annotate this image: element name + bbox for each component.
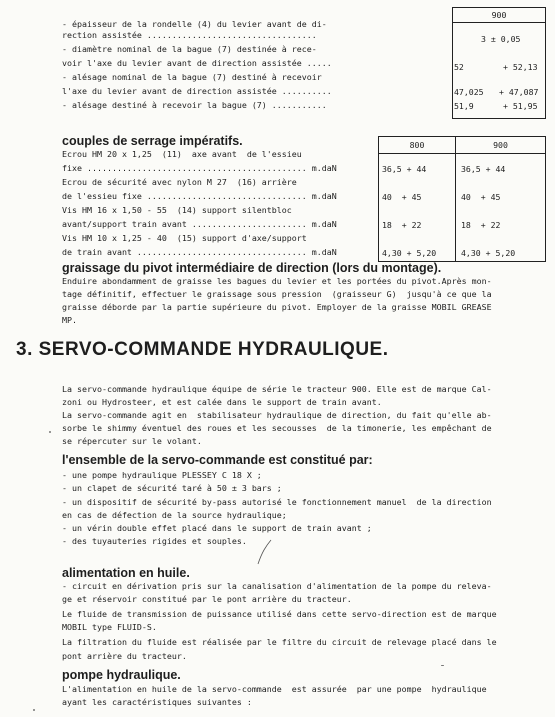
pen-mark — [252, 538, 274, 566]
table-cell: 36,5 + 44 — [382, 164, 427, 174]
spec-line: - diamètre nominal de la bague (7) destinée à rece- — [62, 44, 317, 54]
table-cell: 36,5 + 44 — [461, 164, 506, 174]
spec-line: - alésage nominal de la bague (7) destiné à recevoir — [62, 72, 322, 82]
section-title: 3. SERVO-COMMANDE HYDRAULIQUE. — [16, 339, 389, 360]
pump-line: ayant les caractéristiques suivantes : — [62, 697, 252, 707]
oil-supply-line: pont arrière du tracteur. — [62, 651, 187, 661]
table-cell: 40 + 45 — [461, 192, 501, 202]
table-cell: + 51,95 — [503, 101, 538, 111]
table-header-900: 900 — [493, 140, 508, 150]
pump-line: L'alimentation en huile de la servo-commande est assurée par une pompe hydraulique — [62, 684, 487, 694]
torque-row-line: de train avant .................................. m.daN — [62, 247, 337, 257]
table-cell: 47,025 — [454, 87, 484, 97]
table-cell: 51,9 — [454, 101, 474, 111]
oil-supply-line: MOBIL type FLUID-S. — [62, 622, 157, 632]
scan-speck — [49, 431, 51, 433]
table-cell: 18 + 22 — [382, 220, 422, 230]
list-item: - un clapet de sécurité taré à 50 ± 3 bars ; — [62, 483, 282, 493]
greasing-line: graisse déborde par la partie supérieure du pivot. Employer de la graisse MOBIL GREASE — [62, 302, 492, 312]
table-cell: 4,30 + 5,20 — [382, 248, 437, 258]
oil-supply-line: - circuit en dérivation pris sur la canalisation d'alimentation de la pompe du releva- — [62, 581, 492, 591]
spec-line: voir l'axe du levier avant de direction assistée ..... — [62, 58, 332, 68]
oil-supply-heading: alimentation en huile. — [62, 566, 190, 580]
spec-line: - alésage destiné à recevoir la bague (7) ........... — [62, 100, 327, 110]
table-cell: 3 ± 0,05 — [481, 34, 521, 44]
table-header-divider — [379, 153, 545, 154]
list-item: en cas de défection de la source hydraulique; — [62, 510, 287, 520]
assembly-heading: l'ensemble de la servo-commande est constitué par: — [62, 453, 373, 467]
table-cell: 52 — [454, 62, 464, 72]
greasing-line: Enduire abondamment de graisse les bagues du levier et les portées du pivot.Après mon- — [62, 276, 492, 286]
table-cell: 40 + 45 — [382, 192, 422, 202]
list-item: - un dispositif de sécurité by-pass autorisé le fonctionnement manuel de la direction — [62, 497, 492, 507]
greasing-line: tage définitif, effectuer le graissage sous pression (graisseur G) jusqu'à ce que la — [62, 289, 492, 299]
table-cell: 18 + 22 — [461, 220, 501, 230]
table-header-divider — [453, 22, 545, 23]
intro-line: zoni ou Hydrosteer, et est calée dans le support de train avant. — [62, 397, 382, 407]
torque-row-line: Vis HM 10 x 1,25 - 40 (15) support d'axe/support — [62, 233, 307, 243]
oil-supply-line: Le fluide de transmission de puissance utilisé dans cette servo-direction est de marque — [62, 609, 497, 619]
spec-line: l'axe du levier avant de direction assistée .......... — [62, 86, 332, 96]
torque-row-line: avant/support train avant ....................... m.daN — [62, 219, 337, 229]
table-cell: 4,30 + 5,20 — [461, 248, 516, 258]
list-item: - des tuyauteries rigides et souples. — [62, 536, 247, 546]
torque-heading: couples de serrage impératifs. — [62, 134, 243, 148]
list-item: - un vérin double effet placé dans le support de train avant ; — [62, 523, 372, 533]
torque-row-line: fixe ............................................ m.daN — [62, 163, 337, 173]
torque-table — [378, 136, 546, 262]
oil-supply-line: ge et réservoir constitué par le pont arrière du tracteur. — [62, 594, 352, 604]
greasing-line: MP. — [62, 315, 77, 325]
pump-heading: pompe hydraulique. — [62, 668, 181, 682]
intro-line: se répercuter sur le volant. — [62, 436, 202, 446]
top-spec-table — [452, 7, 546, 119]
intro-line: sorbe le shimmy éventuel des roues et les secousses de la timonerie, les empêchant de — [62, 423, 492, 433]
table-cell: + 47,087 — [499, 87, 539, 97]
oil-supply-line: La filtration du fluide est réalisée par le filtre du circuit de relevage placé dans le — [62, 637, 497, 647]
torque-row-line: Ecrou de sécurité avec nylon M 27 (16) arrière — [62, 177, 297, 187]
scan-speck — [441, 665, 444, 666]
table-cell: + 52,13 — [503, 62, 538, 72]
scan-speck — [33, 709, 35, 711]
spec-line: - épaisseur de la rondelle (4) du levier avant de di- — [62, 19, 327, 29]
table-header-900: 900 — [491, 10, 507, 20]
torque-row-line: Ecrou HM 20 x 1,25 (11) axe avant de l'essieu — [62, 149, 302, 159]
spec-line: rection assistée .................................. — [62, 30, 317, 40]
intro-line: La servo-commande agit en stabilisateur hydraulique de direction, du fait qu'elle ab- — [62, 410, 492, 420]
intro-line: La servo-commande hydraulique équipe de série le tracteur 900. Elle est de marque Cal- — [62, 384, 492, 394]
table-column-divider — [455, 137, 456, 261]
table-header-800: 800 — [409, 140, 425, 150]
list-item: - une pompe hydraulique PLESSEY C 18 X ; — [62, 470, 262, 480]
torque-row-line: de l'essieu fixe ................................ m.daN — [62, 191, 337, 201]
torque-row-line: Vis HM 16 x 1,50 - 55 (14) support silentbloc — [62, 205, 292, 215]
greasing-heading: graissage du pivot intermédiaire de direction (lors du montage). — [62, 261, 442, 275]
